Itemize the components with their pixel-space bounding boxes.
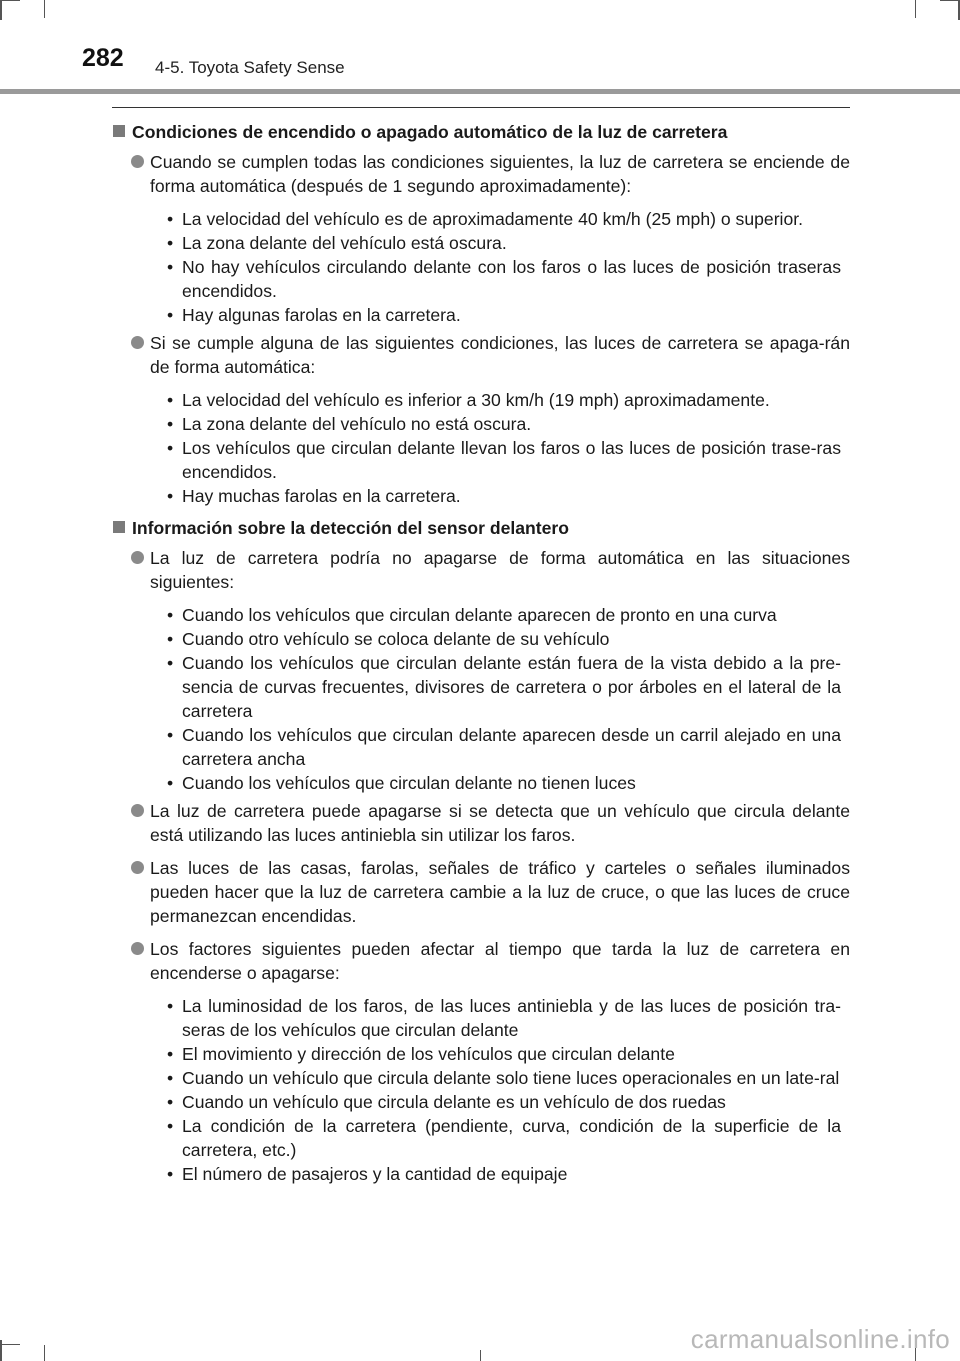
list-item: • La condición de la carretera (pendiente, curva, condición de la superficie de la carretera, etc.) [167, 1116, 841, 1160]
circle-bullet-icon [131, 861, 144, 874]
page-header [0, 44, 960, 94]
paragraph: La luz de carretera podría no apagarse de forma automática en las situaciones siguientes: [113, 546, 850, 594]
crop-mark [0, 0, 2, 20]
list-item: • Cuando los vehículos que circulan delante no tienen luces [167, 773, 636, 793]
list-item: • Hay muchas farolas en la carretera. [167, 486, 461, 506]
subsection-heading: Condiciones de encendido o apagado automático de la luz de carretera [113, 120, 850, 144]
watermark-logo: carmanualsonline.info [690, 1324, 950, 1354]
paragraph: Cuando se cumplen todas las condiciones siguientes, la luz de carretera se enciende de forma automática (después de 1 segundo aproximadamente): [113, 150, 850, 198]
list-item: • Cuando los vehículos que circulan delante aparecen de pronto en una curva [167, 605, 777, 625]
crop-mark [480, 1350, 481, 1361]
header-rule [0, 89, 960, 94]
list-item: • El movimiento y dirección de los vehículos que circulan delante [167, 1044, 675, 1064]
list-item: • No hay vehículos circulando delante con los faros o las luces de posición traseras encendidos. [167, 257, 841, 301]
list-item: • La zona delante del vehículo está oscura. [167, 233, 507, 253]
paragraph: Las luces de las casas, farolas, señales de tráfico y carteles o señales iluminados pueden hacer que la luz de carretera cambie a la luz de cruce, o que las luces de cruce permanezcan encendidas. [113, 856, 850, 928]
crop-mark [940, 0, 960, 1]
section-title: 4-5. Toyota Safety Sense [155, 58, 345, 77]
crop-mark [0, 1344, 20, 1345]
circle-bullet-icon [131, 155, 144, 168]
list-item: • La velocidad del vehículo es inferior a 30 km/h (19 mph) aproximadamente. [167, 390, 770, 410]
circle-bullet-icon [131, 942, 144, 955]
bullet-list [113, 603, 850, 795]
circle-bullet-icon [131, 336, 144, 349]
bullet-list [113, 207, 850, 327]
square-bullet-icon [113, 521, 125, 533]
page-number: 282 [82, 44, 124, 72]
list-item: • La zona delante del vehículo no está oscura. [167, 414, 532, 434]
paragraph: Los factores siguientes pueden afectar al tiempo que tarda la luz de carretera en encenderse o apagarse: [113, 937, 850, 985]
list-item: • Cuando un vehículo que circula delante solo tiene luces operacionales en un late-ral [167, 1068, 840, 1088]
list-item: • La velocidad del vehículo es de aproximadamente 40 km/h (25 mph) o superior. [167, 209, 804, 229]
subsection-heading: Información sobre la detección del sensor delantero [113, 516, 850, 540]
list-item: • Los vehículos que circulan delante llevan los faros o las luces de posición trase-ras encendidos. [167, 438, 841, 482]
crop-mark [915, 0, 916, 18]
list-item: • Cuando un vehículo que circula delante es un vehículo de dos ruedas [167, 1092, 726, 1112]
divider [112, 107, 850, 108]
list-item: • Cuando los vehículos que circulan delante están fuera de la vista debido a la pre-sencia de curvas frecuentes, divisores de carretera o por árboles en el lateral de la carretera [167, 653, 841, 721]
page-content [113, 120, 850, 1190]
paragraph: Si se cumple alguna de las siguientes condiciones, las luces de carretera se apaga-rán de forma automática: [113, 331, 850, 379]
list-item: • El número de pasajeros y la cantidad de equipaje [167, 1164, 568, 1184]
circle-bullet-icon [131, 551, 144, 564]
circle-bullet-icon [131, 804, 144, 817]
list-item: • Cuando los vehículos que circulan delante aparecen desde un carril alejado en una carretera ancha [167, 725, 841, 769]
crop-mark [0, 0, 20, 1]
paragraph: La luz de carretera puede apagarse si se detecta que un vehículo que circula delante está utilizando las luces antiniebla sin utilizar los faros. [113, 799, 850, 847]
crop-mark [44, 1345, 45, 1361]
list-item: • La luminosidad de los faros, de las luces antiniebla y de las luces de posición tra-seras de los vehículos que circulan delante [167, 996, 841, 1040]
bullet-list [113, 388, 850, 508]
list-item: • Hay algunas farolas en la carretera. [167, 305, 461, 325]
square-bullet-icon [113, 125, 125, 137]
crop-mark [44, 0, 45, 18]
bullet-list [113, 994, 850, 1186]
list-item: • Cuando otro vehículo se coloca delante de su vehículo [167, 629, 610, 649]
